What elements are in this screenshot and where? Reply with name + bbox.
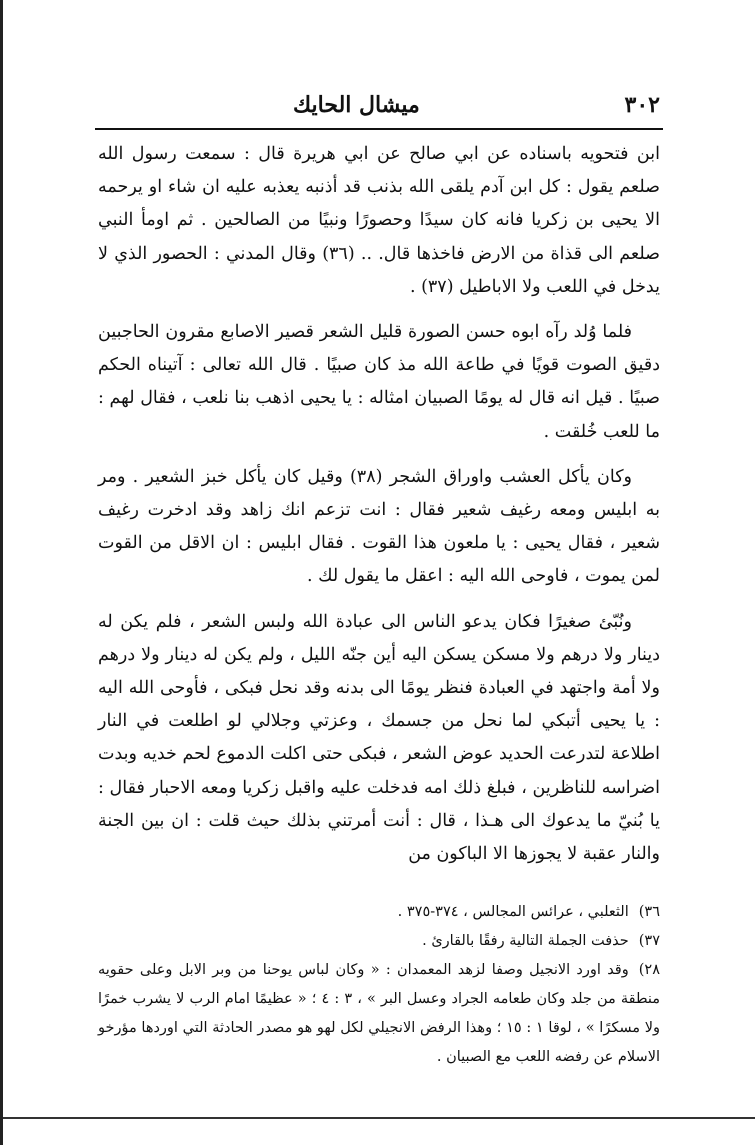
paragraph: فلما وُلد رآه ابوه حسن الصورة قليل الشعر قصير الاصابع مقرون الحاجبين دقيق الصوت قويًا في طاعة الله مذ كان صبيًا . قال الله تعالى : آتيناه الحكم صبيًا . قيل انه قال له يومًا الصبيان امثاله : يا يحيى اذهب بنا نلعب ، فقال لهم : ما للعب خُلقت . [98,322,660,442]
footnote [98,956,660,1072]
footnotes [98,898,660,1072]
footnote-text: وقد اورد الانجيل وصفا لزهد المعمدان : « وكان لباس يوحنا من وبر الابل وعلى حقويه منطقة من جلد وكان طعامه الجراد وعسل البر » ، ٣ : ٤ ؛ « عظيمًا امام الرب لا يشرب خمرًا ولا مسكرًا » ، لوقا ١ : ١٥ ؛ وهذا الرفض الانجيلي لكل لهو هو مصدر الحادثة التي اوردها مؤرخو الاسلام عن رفضه اللعب مع الصبيان . [98,962,660,1065]
footnote-number: ٢٨) [638,962,660,978]
footnote [98,927,660,956]
page-bottom-rule [3,1117,755,1119]
running-title: ميشال الحايك [293,92,420,118]
footnote-number: ٣٧) [638,933,660,949]
page-header [93,88,660,118]
paragraph: ابن فتحويه باسناده عن ابي صالح عن ابي هريرة قال : سمعت رسول الله صلعم يقول : كل ابن آدم يلقى الله بذنب قد أذنبه يعذبه عليه ان شاء او يرحمه الا يحيى بن زكريا فانه كان سيدًا وحصورًا ونبيًا من الصالحين . ثم اومأ النبي صلعم الى قذاة من الارض فاخذها قال. .. (٣٦) وقال المدني : الحصور الذي لا يدخل في اللعب ولا الاباطيل (٣٧) . [98,144,660,297]
paragraph: ونُبّئ صغيرًا فكان يدعو الناس الى عبادة الله ولبس الشعر ، فلم يكن له دينار ولا درهم ولا مسكن يسكن اليه أين جنّه الليل ، ولم يكن له دينار ولا درهم ولا أمة واجتهد في العبادة فنظر يومًا الى بدنه وقد نحل فبكى ، فأوحى الله اليه : يا يحيى أتبكي لما نحل من جسمك ، وعزتي وجلالي لو اطلعت في النار اطلاعة لتدرعت الحديد عوض الشعر ، فبكى حتى اكلت الدموع لحم خديه وبدت اضراسه للناظرين ، فبلغ ذلك امه فدخلت عليه واقبل زكريا ومعه الاحبار فقال : يا بُنيّ ما يدعوك الى هـذا ، قال : أنت أمرتني بذلك حيث قلت : ان بين الجنة والنار عقبة لا يجوزها الا الباكون من [98,611,660,865]
footnote [98,898,660,927]
footnote-number: ٣٦) [638,904,660,920]
header-rule [95,128,663,130]
main-text [98,138,660,871]
page-number: ٣٠٢ [624,92,660,118]
footnote-text: الثعلبي ، عرائس المجالس ، ٣٧٤-٣٧٥ . [397,904,629,920]
footnote-text: حذفت الجملة التالية رفقًا بالقارئ . [422,933,629,949]
paragraph: وكان يأكل العشب واوراق الشجر (٣٨) وقيل كان يأكل خبز الشعير . ومر به ابليس ومعه رغيف شعير فقال : انت تزعم انك زاهد وقد ادخرت رغيف شعير ، فقال يحيى : يا ملعون هذا القوت . فقال ابليس : ان الاقل من القوت لمن يموت ، فاوحى الله اليه : اعقل ما يقول لك . [98,466,660,587]
